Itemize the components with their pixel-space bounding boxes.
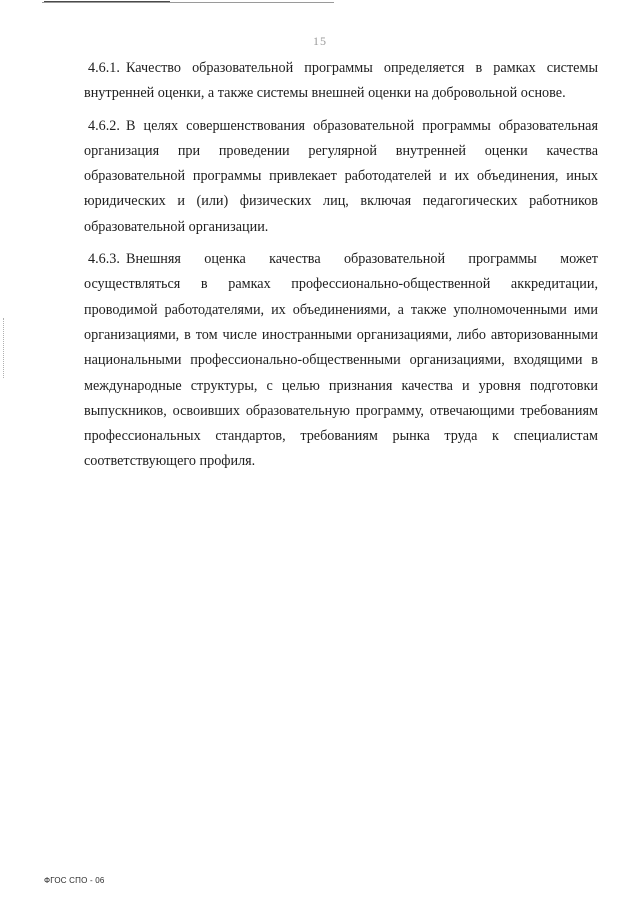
section-text: Качество образовательной программы определяется в рамках системы внутренней оценки, а также системы внешней оценки на добровольной основе. <box>84 60 598 102</box>
section-number: 4.6.3. <box>88 251 120 268</box>
section-4-6-2 <box>84 114 598 240</box>
section-text: В целях совершенствования образовательной программы образовательная организация при проведении регулярной внутренней оценки качества образовательной программы привлекает работодателей и их объединения, иных юридических и (или) физических лиц, включая педагогических работников образовательной организации. <box>84 117 598 235</box>
section-number: 4.6.2. <box>88 117 120 134</box>
page-number: 15 <box>313 34 327 48</box>
section-text: Внешняя оценка качества образовательной программы может осуществляться в рамках профессионально-общественной аккредитации, проводимой работодателями, их объединениями, а также уполномоченными ими организациями, в том числе иностранными организациями, либо авторизованными национальными профессионально-общественными организациями, входящими в международные структуры, с целью признания качества и уровня подготовки выпускников, освоивших образовательную программу, отвечающими требованиям профессиональных стандартов, требованиям рынка труда к специалистам соответствующего профиля. <box>84 251 598 470</box>
top-scan-rule-dark <box>44 1 170 2</box>
margin-marks <box>3 318 6 378</box>
section-4-6-1 <box>84 56 598 107</box>
top-scan-rule <box>42 2 334 3</box>
document-body <box>84 56 598 475</box>
footer-label: ФГОС СПО - 06 <box>44 876 105 885</box>
section-number: 4.6.1. <box>88 60 120 76</box>
section-4-6-3 <box>84 247 598 475</box>
